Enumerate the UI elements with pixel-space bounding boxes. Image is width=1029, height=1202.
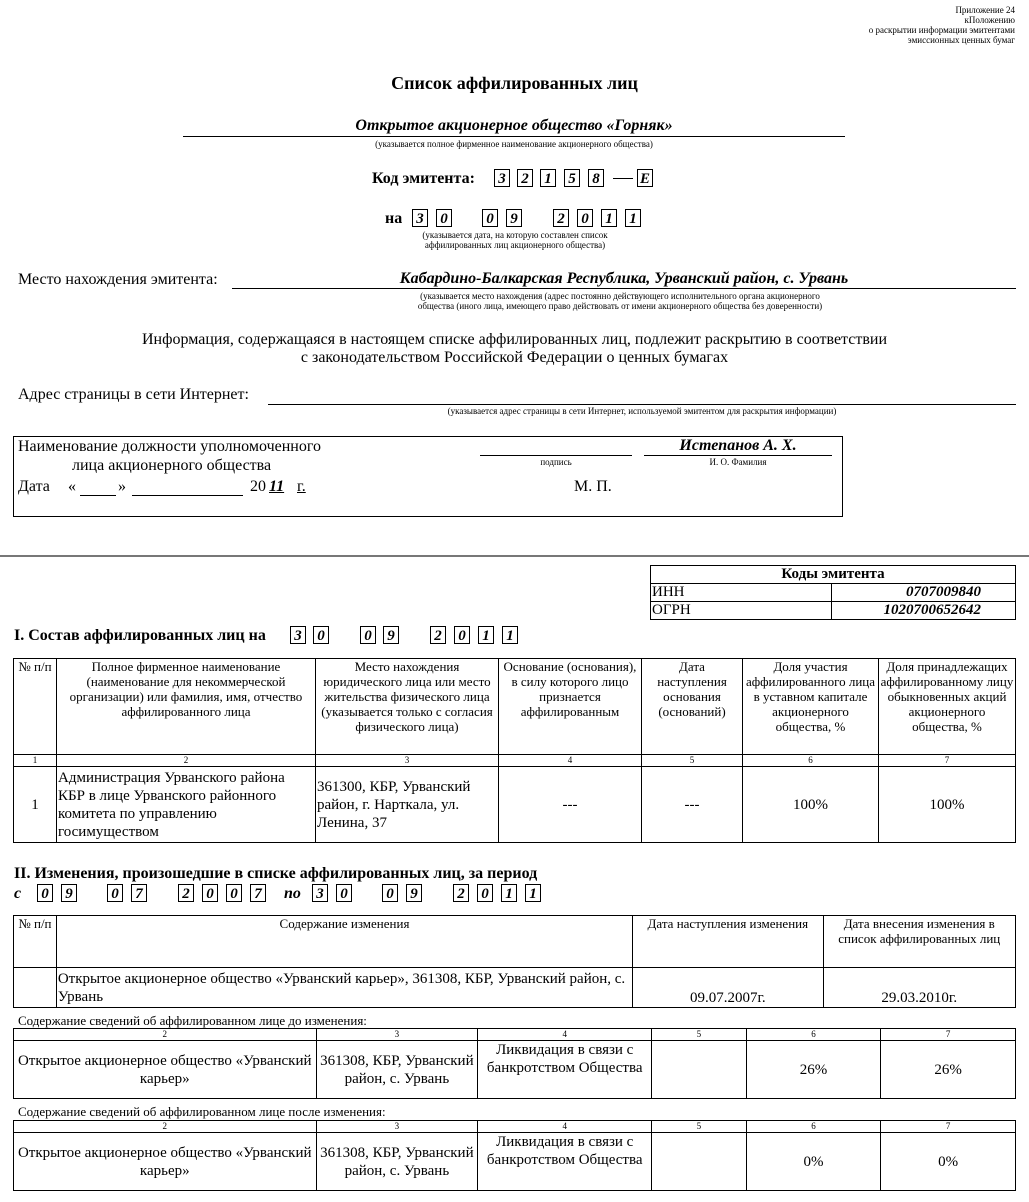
affiliate-date: --- <box>642 767 743 843</box>
col-number: 2 <box>57 755 316 767</box>
col-header: Доля принадлежащих аффилированному лицу обыкновенных акций акционерного общества, % <box>879 659 1016 755</box>
col-header: Место нахождения юридического лица или место жительства физического лица (указывается только с согласия физического лица) <box>316 659 499 755</box>
col-number: 1 <box>14 755 57 767</box>
col-header: Дата наступления основания (оснований) <box>642 659 743 755</box>
col-number: 3 <box>316 1029 478 1041</box>
date-day-digit: 3 <box>412 209 428 227</box>
affiliate-name: Администрация Урванского района КБР в лице Урванского районного комитета по управлению госимуществом <box>57 767 316 843</box>
table-row <box>14 767 1016 843</box>
web-label: Адрес страницы в сети Интернет: <box>18 386 249 403</box>
position-label: лица акционерного общества <box>72 457 272 474</box>
table-row <box>14 1133 1016 1191</box>
quote-close: » <box>118 478 126 495</box>
from-year-digit: 0 <box>226 884 242 902</box>
from-year-digit: 2 <box>178 884 194 902</box>
date-note <box>400 230 630 250</box>
col-number: 7 <box>881 1121 1016 1133</box>
change-date-occurred: 09.07.2007г. <box>633 968 823 1008</box>
company-name-note: (указывается полное фирменное наименование акционерного общества) <box>375 139 653 149</box>
issuer-code-suffix: E <box>637 169 653 187</box>
before-label: Содержание сведений об аффилированном лице до изменения: <box>18 1013 367 1028</box>
after-share-capital: 0% <box>746 1133 881 1191</box>
web-note: (указывается адрес страницы в сети Интернет, используемой эмитентом для раскрытия информации) <box>447 406 837 416</box>
from-day-digit: 9 <box>61 884 77 902</box>
issuer-code-dash <box>613 178 633 179</box>
quote-open: « <box>68 478 76 495</box>
after-share-stock: 0% <box>881 1133 1016 1191</box>
signature-box <box>13 436 843 517</box>
inn-label: ИНН <box>651 584 832 602</box>
appendix-header <box>715 5 1015 45</box>
col-number: 6 <box>746 1121 881 1133</box>
after-label: Содержание сведений об аффилированном лице после изменения: <box>18 1104 386 1119</box>
to-year-digit: 1 <box>525 884 541 902</box>
codes-table <box>650 565 1016 620</box>
after-address: 361308, КБР, Урванский район, с. Урвань <box>316 1133 478 1191</box>
col-number: 6 <box>746 1029 881 1041</box>
appendix-line: кПоложению <box>964 15 1015 25</box>
to-year-digit: 1 <box>501 884 517 902</box>
table-row <box>14 968 1016 1008</box>
month-blank <box>132 495 243 496</box>
col-header: Доля участия аффилированного лица в уставном капитале акционерного общества, % <box>743 659 879 755</box>
section1-year-digit: 1 <box>502 626 518 644</box>
from-month-digit: 7 <box>131 884 147 902</box>
col-number: 3 <box>316 755 499 767</box>
location-underline <box>232 288 1016 289</box>
section1-year-digit: 1 <box>478 626 494 644</box>
section1-year-digit: 2 <box>430 626 446 644</box>
inn-value: 0707009840 <box>832 584 1016 602</box>
row-number: 1 <box>14 767 57 843</box>
section1-year-digit: 0 <box>454 626 470 644</box>
table-row <box>14 1041 1016 1099</box>
signature-line <box>480 455 632 456</box>
change-date-entered: 29.03.2010г. <box>823 968 1016 1008</box>
affiliate-share-stock: 100% <box>879 767 1016 843</box>
before-share-stock: 26% <box>881 1041 1016 1099</box>
appendix-line: Приложение 24 <box>955 5 1015 15</box>
col-number: 4 <box>499 755 642 767</box>
from-month-digit: 0 <box>107 884 123 902</box>
date-year-digit: 2 <box>553 209 569 227</box>
issuer-code-digit: 3 <box>494 169 510 187</box>
stamp-place: М. П. <box>574 478 612 495</box>
section1-title: I. Состав аффилированных лиц на <box>14 627 266 644</box>
issuer-code-digit: 5 <box>564 169 580 187</box>
before-name: Открытое акционерное общество «Урванский карьер» <box>14 1041 317 1099</box>
changes-table <box>13 915 1016 1008</box>
company-name: Открытое акционерное общество «Горняк» <box>355 117 673 134</box>
col-number: 5 <box>652 1121 746 1133</box>
year-prefix: 20 <box>250 478 266 495</box>
from-year-digit: 0 <box>202 884 218 902</box>
ogrn-label: ОГРН <box>651 602 832 620</box>
before-address: 361308, КБР, Урванский район, с. Урвань <box>316 1041 478 1099</box>
date-month-digit: 0 <box>482 209 498 227</box>
col-number: 7 <box>881 1029 1016 1041</box>
info-paragraph <box>0 331 1029 367</box>
col-number: 4 <box>478 1121 652 1133</box>
date-label: на <box>385 210 403 227</box>
issuer-code-digit: 8 <box>588 169 604 187</box>
before-table <box>13 1028 1016 1099</box>
issuer-code-label: Код эмитента: <box>372 170 475 187</box>
affiliate-share-capital: 100% <box>743 767 879 843</box>
info-line: с законодательством Российской Федерации о ценных бумагах <box>300 349 729 366</box>
to-month-digit: 0 <box>382 884 398 902</box>
section1-day-digit: 3 <box>290 626 306 644</box>
section2-to-label: по <box>284 885 301 902</box>
location-note-line: (указывается место нахождения (адрес постоянно действующего исполнительного органа акционерного <box>420 291 820 301</box>
col-number: 4 <box>478 1029 652 1041</box>
to-day-digit: 0 <box>336 884 352 902</box>
date-note-line: аффилированных лиц акционерного общества) <box>424 240 606 250</box>
page-separator <box>0 555 1029 557</box>
date-month-digit: 9 <box>506 209 522 227</box>
issuer-code-digit: 2 <box>517 169 533 187</box>
col-header: Полное фирменное наименование (наименование для некоммерческой организации) или фамилия, имя, отчество аффилированного лица <box>57 659 316 755</box>
col-header: № п/п <box>14 659 57 755</box>
appendix-line: о раскрытии информации эмитентами <box>868 25 1015 35</box>
date-year-digit: 0 <box>577 209 593 227</box>
from-year-digit: 7 <box>250 884 266 902</box>
signer-name: Истепанов А. Х. <box>679 437 797 454</box>
change-number <box>14 968 57 1008</box>
col-header: Основание (основания), в силу которого лицо признается аффилированным <box>499 659 642 755</box>
to-year-digit: 0 <box>477 884 493 902</box>
date-year-digit: 1 <box>625 209 641 227</box>
section1-day-digit: 0 <box>313 626 329 644</box>
web-underline <box>268 404 1016 405</box>
after-basis: Ликвидация в связи с банкротством Общества <box>478 1133 652 1191</box>
section1-month-digit: 0 <box>360 626 376 644</box>
col-number: 2 <box>14 1029 317 1041</box>
section2-from-label: с <box>14 885 22 902</box>
section1-month-digit: 9 <box>383 626 399 644</box>
signature-date-label: Дата <box>18 478 50 495</box>
col-number: 7 <box>879 755 1016 767</box>
section2-title: II. Изменения, произошедшие в списке аффилированных лиц, за период <box>14 865 538 882</box>
col-header: Дата наступления изменения <box>633 916 823 968</box>
to-day-digit: 3 <box>312 884 328 902</box>
codes-title: Коды эмитента <box>651 566 1016 584</box>
date-note-line: (указывается дата, на которую составлен список <box>422 230 608 240</box>
affiliate-address: 361300, КБР, Урванский район, г. Нарткала, ул. Ленина, 37 <box>316 767 499 843</box>
year-suffix: 11 <box>269 478 285 495</box>
affiliate-basis: --- <box>499 767 642 843</box>
info-line: Информация, содержащаяся в настоящем списке аффилированных лиц, подлежит раскрытию в соответствии <box>141 331 888 348</box>
col-header: Дата внесения изменения в список аффилированных лиц <box>823 916 1016 968</box>
before-basis: Ликвидация в связи с банкротством Общества <box>478 1041 652 1099</box>
appendix-line: эмиссионных ценных бумаг <box>907 35 1015 45</box>
col-number: 3 <box>316 1121 478 1133</box>
location-value: Кабардино-Балкарская Республика, Урванский район, с. Урвань <box>399 270 849 287</box>
col-header: Содержание изменения <box>56 916 632 968</box>
signer-name-caption: И. О. Фамилия <box>709 457 767 467</box>
change-content: Открытое акционерное общество «Урванский карьер», 361308, КБР, Урванский район, с. Урвань <box>56 968 632 1008</box>
day-blank <box>80 495 116 496</box>
date-year-digit: 1 <box>601 209 617 227</box>
col-number: 5 <box>642 755 743 767</box>
from-day-digit: 0 <box>37 884 53 902</box>
to-year-digit: 2 <box>453 884 469 902</box>
after-table <box>13 1120 1016 1191</box>
ogrn-value: 1020700652642 <box>832 602 1016 620</box>
after-name: Открытое акционерное общество «Урванский карьер» <box>14 1133 317 1191</box>
issuer-code-digit: 1 <box>540 169 556 187</box>
to-month-digit: 9 <box>406 884 422 902</box>
location-label: Место нахождения эмитента: <box>18 271 218 288</box>
col-number: 2 <box>14 1121 317 1133</box>
page-title: Список аффилированных лиц <box>391 73 638 93</box>
col-header: № п/п <box>14 916 57 968</box>
position-label: Наименование должности уполномоченного <box>18 438 322 455</box>
location-note-line: общества (иного лица, имеющего право действовать от имени акционерного общества без доверенности) <box>417 301 823 311</box>
location-note <box>370 291 870 311</box>
before-share-capital: 26% <box>746 1041 881 1099</box>
col-number: 6 <box>743 755 879 767</box>
signer-name-line <box>644 455 832 456</box>
affiliates-table <box>13 658 1016 843</box>
before-date <box>652 1041 746 1099</box>
year-unit: г. <box>297 478 306 495</box>
company-name-underline <box>183 136 845 137</box>
col-number: 5 <box>652 1029 746 1041</box>
after-date <box>652 1133 746 1191</box>
date-day-digit: 0 <box>436 209 452 227</box>
signature-caption: подпись <box>540 457 572 467</box>
